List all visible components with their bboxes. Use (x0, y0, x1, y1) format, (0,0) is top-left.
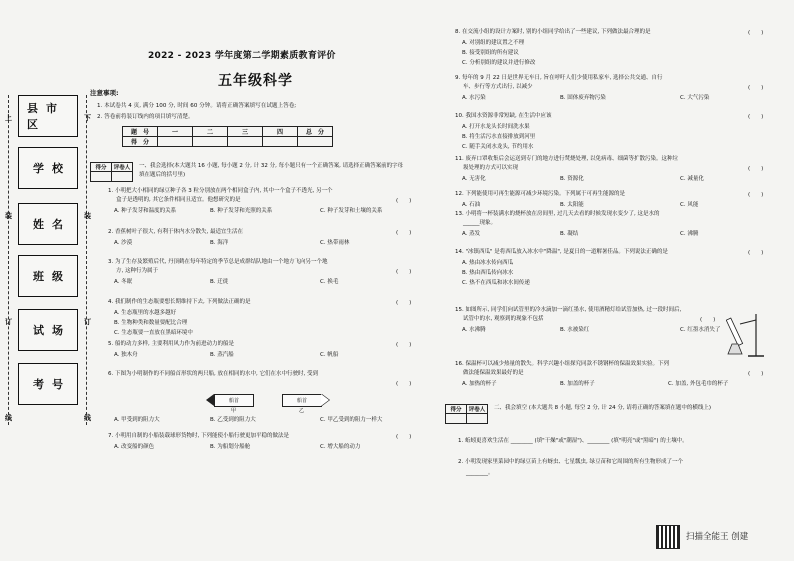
boat-a: 船首 (214, 394, 254, 407)
question-9: 9. 每年的 9 月 22 日是世界无车日, 旨在呼吁人们少使用私家车, 选择公共交通、自行 (455, 75, 663, 81)
field-school[interactable]: 学校 (18, 147, 78, 189)
score-header-cell: 一 (158, 127, 193, 137)
option-A: A. 石油 (462, 202, 481, 208)
mini-score-label: 得分 (446, 405, 467, 414)
binding-line-inner (86, 95, 87, 425)
score-header-cell: 题 号 (123, 127, 158, 137)
question-16: 16. 保温杯可以减少热量的散失。科学兴趣小组探究同款不锈钢杯的保温效果实验。下列 (455, 361, 669, 367)
option-C: C. 分析别组的建议并进行修改 (462, 60, 536, 66)
boat-b: 船首 (282, 394, 322, 407)
question-9-cont: 车、步行等方式出行, 以减少 (463, 84, 533, 90)
edge-char: 上 (5, 114, 12, 122)
binding-line-outer (8, 95, 9, 425)
answer-paren: ( ) (396, 342, 412, 348)
score-table (122, 126, 333, 147)
option-A: A. 打开水龙头长时间洗水果 (462, 124, 530, 130)
field-exam-number[interactable]: 考号 (18, 363, 78, 405)
score-input-cell[interactable] (298, 137, 333, 147)
section1-heading: 一、我会选择(本大题共 16 小题, 每小题 2 分, 计 32 分, 每小题只有一个正确答案, 请选择正确答案前的字母填在题后的括号里) (139, 163, 404, 178)
option-A: A. 加热的杯子 (462, 381, 497, 387)
option-B: B. 太阳能 (560, 202, 584, 208)
option-A: A. 水沸腾 (462, 327, 486, 333)
score-input-cell[interactable] (228, 137, 263, 147)
exam-title: 五年级科学 (218, 73, 293, 89)
edge-char: 装 (84, 212, 91, 220)
option-A: A. 热由冰水传向西瓜 (462, 260, 514, 266)
question-16-cont: 做法能保温效果最好的是 (463, 370, 524, 376)
answer-paren: ( ) (396, 269, 412, 275)
year-title: 2022 - 2023 学年度第二学期素质教育评价 (148, 51, 336, 61)
edge-char: 装 (5, 212, 12, 220)
edge-char: 订 (5, 318, 12, 326)
option-C: C. 风能 (680, 202, 699, 208)
option-C: C. 减量化 (680, 176, 704, 182)
scan-watermark: 扫描全能王 创建 (686, 532, 749, 542)
mini-grader-cell[interactable] (112, 172, 133, 182)
answer-paren: ( ) (700, 317, 716, 323)
option-B: B. 水被染红 (560, 327, 590, 333)
question-14: 14. "冰镇西瓜" 是将西瓜放入冰水中"降温", 是夏日的一道解暑佳品。下列说法正确的是 (455, 249, 668, 255)
field-name[interactable]: 姓名 (18, 203, 78, 245)
qr-code-icon (656, 525, 680, 549)
option-C: C. 帆船 (320, 352, 339, 358)
test-tube-illustration (726, 312, 766, 358)
score-header-cell: 四 (263, 127, 298, 137)
question-7: 7. 小明用自制的小船装载球形货物时, 下列能使小船行驶更加平稳的做法是 (108, 433, 289, 439)
option-A: A. 改变船的颜色 (114, 444, 155, 450)
option-A: A. 生态瓶里的水越多越好 (114, 310, 177, 316)
option-A: A. 对别组的建议置之不理 (462, 40, 525, 46)
answer-paren: ( ) (748, 250, 764, 256)
question-15: 15. 如图所示, 同学们向试管里的冷水滴加一滴红墨水, 使用酒精灯给试管加热, 过一段时间后, (455, 307, 682, 313)
field-county[interactable]: 县市区 (18, 95, 78, 137)
option-C: C. 甲乙受到的阻力一样大 (320, 417, 383, 423)
mini-grader-cell[interactable] (467, 414, 488, 424)
answer-paren: ( ) (396, 381, 412, 387)
boat-b-label: 乙 (299, 408, 305, 414)
question-10: 10. 我国水资源非常短缺, 在生活中应该 (455, 113, 552, 119)
option-B: B. 接受别组的所有建议 (462, 50, 519, 56)
boat-a-bow (206, 394, 214, 406)
section1-header (90, 162, 404, 182)
answer-paren: ( ) (396, 230, 412, 236)
option-B: B. 生物种类和数量要配比合理 (114, 320, 188, 326)
answer-paren: ( ) (748, 192, 764, 198)
question-11: 11. 废弃口罩收集后会运送到专门的地方进行焚烧处理, 以免病毒、细菌等扩散污染。这种垃 (455, 156, 678, 162)
question-6: 6. 下图为小明制作的不同船首形状的两只船, 放在相同的水中, 它们在水中行驶时, 受到 (108, 371, 318, 377)
option-B: B. 资源化 (560, 176, 584, 182)
notice-1: 1. 本试卷共 4 页, 满分 100 分, 时间 60 分钟。请将正确答案填写在试题上答卷; (97, 103, 297, 109)
score-header-cell: 三 (228, 127, 263, 137)
score-header-cell: 二 (193, 127, 228, 137)
option-A: A. 甲受到的阻力大 (114, 417, 160, 423)
question-3: 3. 为了生存及繁殖后代, 丹顶鹤在每年特定的季节总是成群结队地由一个地方飞向另一个地 (108, 259, 328, 265)
option-B: B. 固体废弃物污染 (560, 95, 606, 101)
question-13-cont: ______现象。 (463, 220, 497, 226)
option-C: C. 换毛 (320, 279, 339, 285)
field-exam-room[interactable]: 试场 (18, 309, 78, 351)
fill-question-1: 1. 蚯蚓更喜欢生活在 ________ (填"干燥"或"潮湿")、________ (填"明亮"或"黑暗") 的土壤中。 (458, 438, 688, 444)
question-15-cont: 试管中的水, 观察到的现象不包括 (463, 316, 544, 322)
answer-paren: ( ) (748, 30, 764, 36)
option-B: B. 热由西瓜传向冰水 (462, 270, 514, 276)
option-A: A. 沙漠 (114, 240, 133, 246)
answer-paren: ( ) (396, 434, 412, 440)
question-4: 4. 我们制作的生态瓶要想长期维持下去, 下列做法正确的是 (108, 299, 251, 305)
question-1: 1. 小明把大小相同的绿豆种子各 3 粒分别放在两个相同盒子内, 其中一个盒子不透光, 另一个 (108, 188, 333, 194)
answer-paren: ( ) (748, 166, 764, 172)
question-8: 8. 在交流小组的设计方案时, 别的小组同学给出了一些建议, 下列做法最合理的是 (455, 29, 651, 35)
mini-grader-label: 评卷人 (467, 405, 488, 414)
score-input-cell[interactable] (193, 137, 228, 147)
boat-a-label: 甲 (231, 408, 237, 414)
option-A: A. 蒸发 (462, 231, 481, 237)
mini-score-label: 得分 (91, 163, 112, 172)
section2-header (445, 404, 784, 424)
option-C: C. 随手关闭水龙头, 节约用水 (462, 144, 534, 150)
option-C: C. 增大船的动力 (320, 444, 361, 450)
option-C: C. 大气污染 (680, 95, 710, 101)
answer-paren: ( ) (396, 300, 412, 306)
section2-score-box (445, 404, 488, 424)
answer-paren: ( ) (748, 371, 764, 377)
option-A: A. 种子发芽和温度的关系 (114, 208, 177, 214)
edge-char: 下 (84, 114, 91, 122)
option-B: B. 为船划分船舱 (210, 444, 251, 450)
option-C: C. 种子发芽和土壤的关系 (320, 208, 383, 214)
option-A: A. 无害化 (462, 176, 486, 182)
option-B: B. 蒸汽船 (210, 352, 234, 358)
question-12: 12. 下列能使用可再生能源可减少环境污染。下列属于可再生能源的是 (455, 191, 625, 197)
question-3-cont: 方, 这种行为属于 (116, 268, 158, 274)
option-A: A. 独木舟 (114, 352, 138, 358)
answer-paren: ( ) (748, 85, 764, 91)
edge-char: 线 (84, 414, 91, 422)
option-B: B. 种子发芽和光照的关系 (210, 208, 273, 214)
answer-paren: ( ) (396, 198, 412, 204)
mini-score-cell[interactable] (91, 172, 112, 182)
question-13: 13. 小明将一杯装满水的烧杯放在房间里, 过几天去看的时候发现水变少了, 这是水的 (455, 211, 660, 217)
option-C: C. 生态瓶要一直放在黑暗环境中 (114, 330, 193, 336)
option-B: B. 加盖的杯子 (560, 381, 595, 387)
fill-question-2-blank: ________。 (466, 470, 494, 476)
boat-b-bow (321, 394, 329, 406)
option-A: A. 水污染 (462, 95, 486, 101)
edge-char: 订 (84, 318, 91, 326)
option-B: B. 乙受到的阻力大 (210, 417, 256, 423)
option-C: C. 热不在西瓜和冰水间传递 (462, 280, 530, 286)
option-C: C. 红墨水消失了 (680, 327, 721, 333)
notice-title: 注意事项: (90, 89, 119, 97)
option-B: B. 将生活污水直接排放到河里 (462, 134, 536, 140)
option-B: B. 凝结 (560, 231, 579, 237)
question-11-cont: 圾处理的方式可以实现 (463, 165, 519, 171)
score-input-cell[interactable] (158, 137, 193, 147)
mini-grader-label: 评卷人 (112, 163, 133, 172)
section2-heading: 二、我会填空 (本大题共 8 小题, 每空 2 分, 计 24 分, 请将正确的答案填在题中的横线上) (494, 405, 712, 411)
option-C: C. 加盖, 外包毛巾的杯子 (668, 381, 729, 387)
question-2: 2. 香蕉树叶子很大, 有利于体内水分散失, 最适宜生活在 (108, 229, 243, 235)
score-header-cell: 总 分 (298, 127, 333, 137)
field-class[interactable]: 班级 (18, 255, 78, 297)
option-A: A. 冬眠 (114, 279, 133, 285)
option-B: B. 迁徙 (210, 279, 229, 285)
notice-2: 2. 答卷前将装订线内的项目填写清楚。 (97, 114, 194, 120)
answer-paren: ( ) (748, 114, 764, 120)
question-1-cont: 盒子是透明的, 其它条件相同且适宜。他想研究的是 (116, 197, 241, 203)
option-C: C. 热带雨林 (320, 240, 350, 246)
question-5: 5. 船的动力多样, 主要利用风力作为前进动力的船是 (108, 341, 234, 347)
score-label-cell: 得 分 (123, 137, 158, 147)
score-input-cell[interactable] (263, 137, 298, 147)
section1-score-box (90, 162, 133, 182)
binding-strip (4, 95, 92, 425)
mini-score-cell[interactable] (446, 414, 467, 424)
option-C: C. 沸腾 (680, 231, 699, 237)
fill-question-2: 2. 小明发现家里菜园中的绿豆苗上有蚜虫、七星瓢虫, 绿豆苗和它周围的所有生物形成了一个 (458, 459, 683, 465)
option-B: B. 海洋 (210, 240, 229, 246)
edge-char: 线 (5, 414, 12, 422)
